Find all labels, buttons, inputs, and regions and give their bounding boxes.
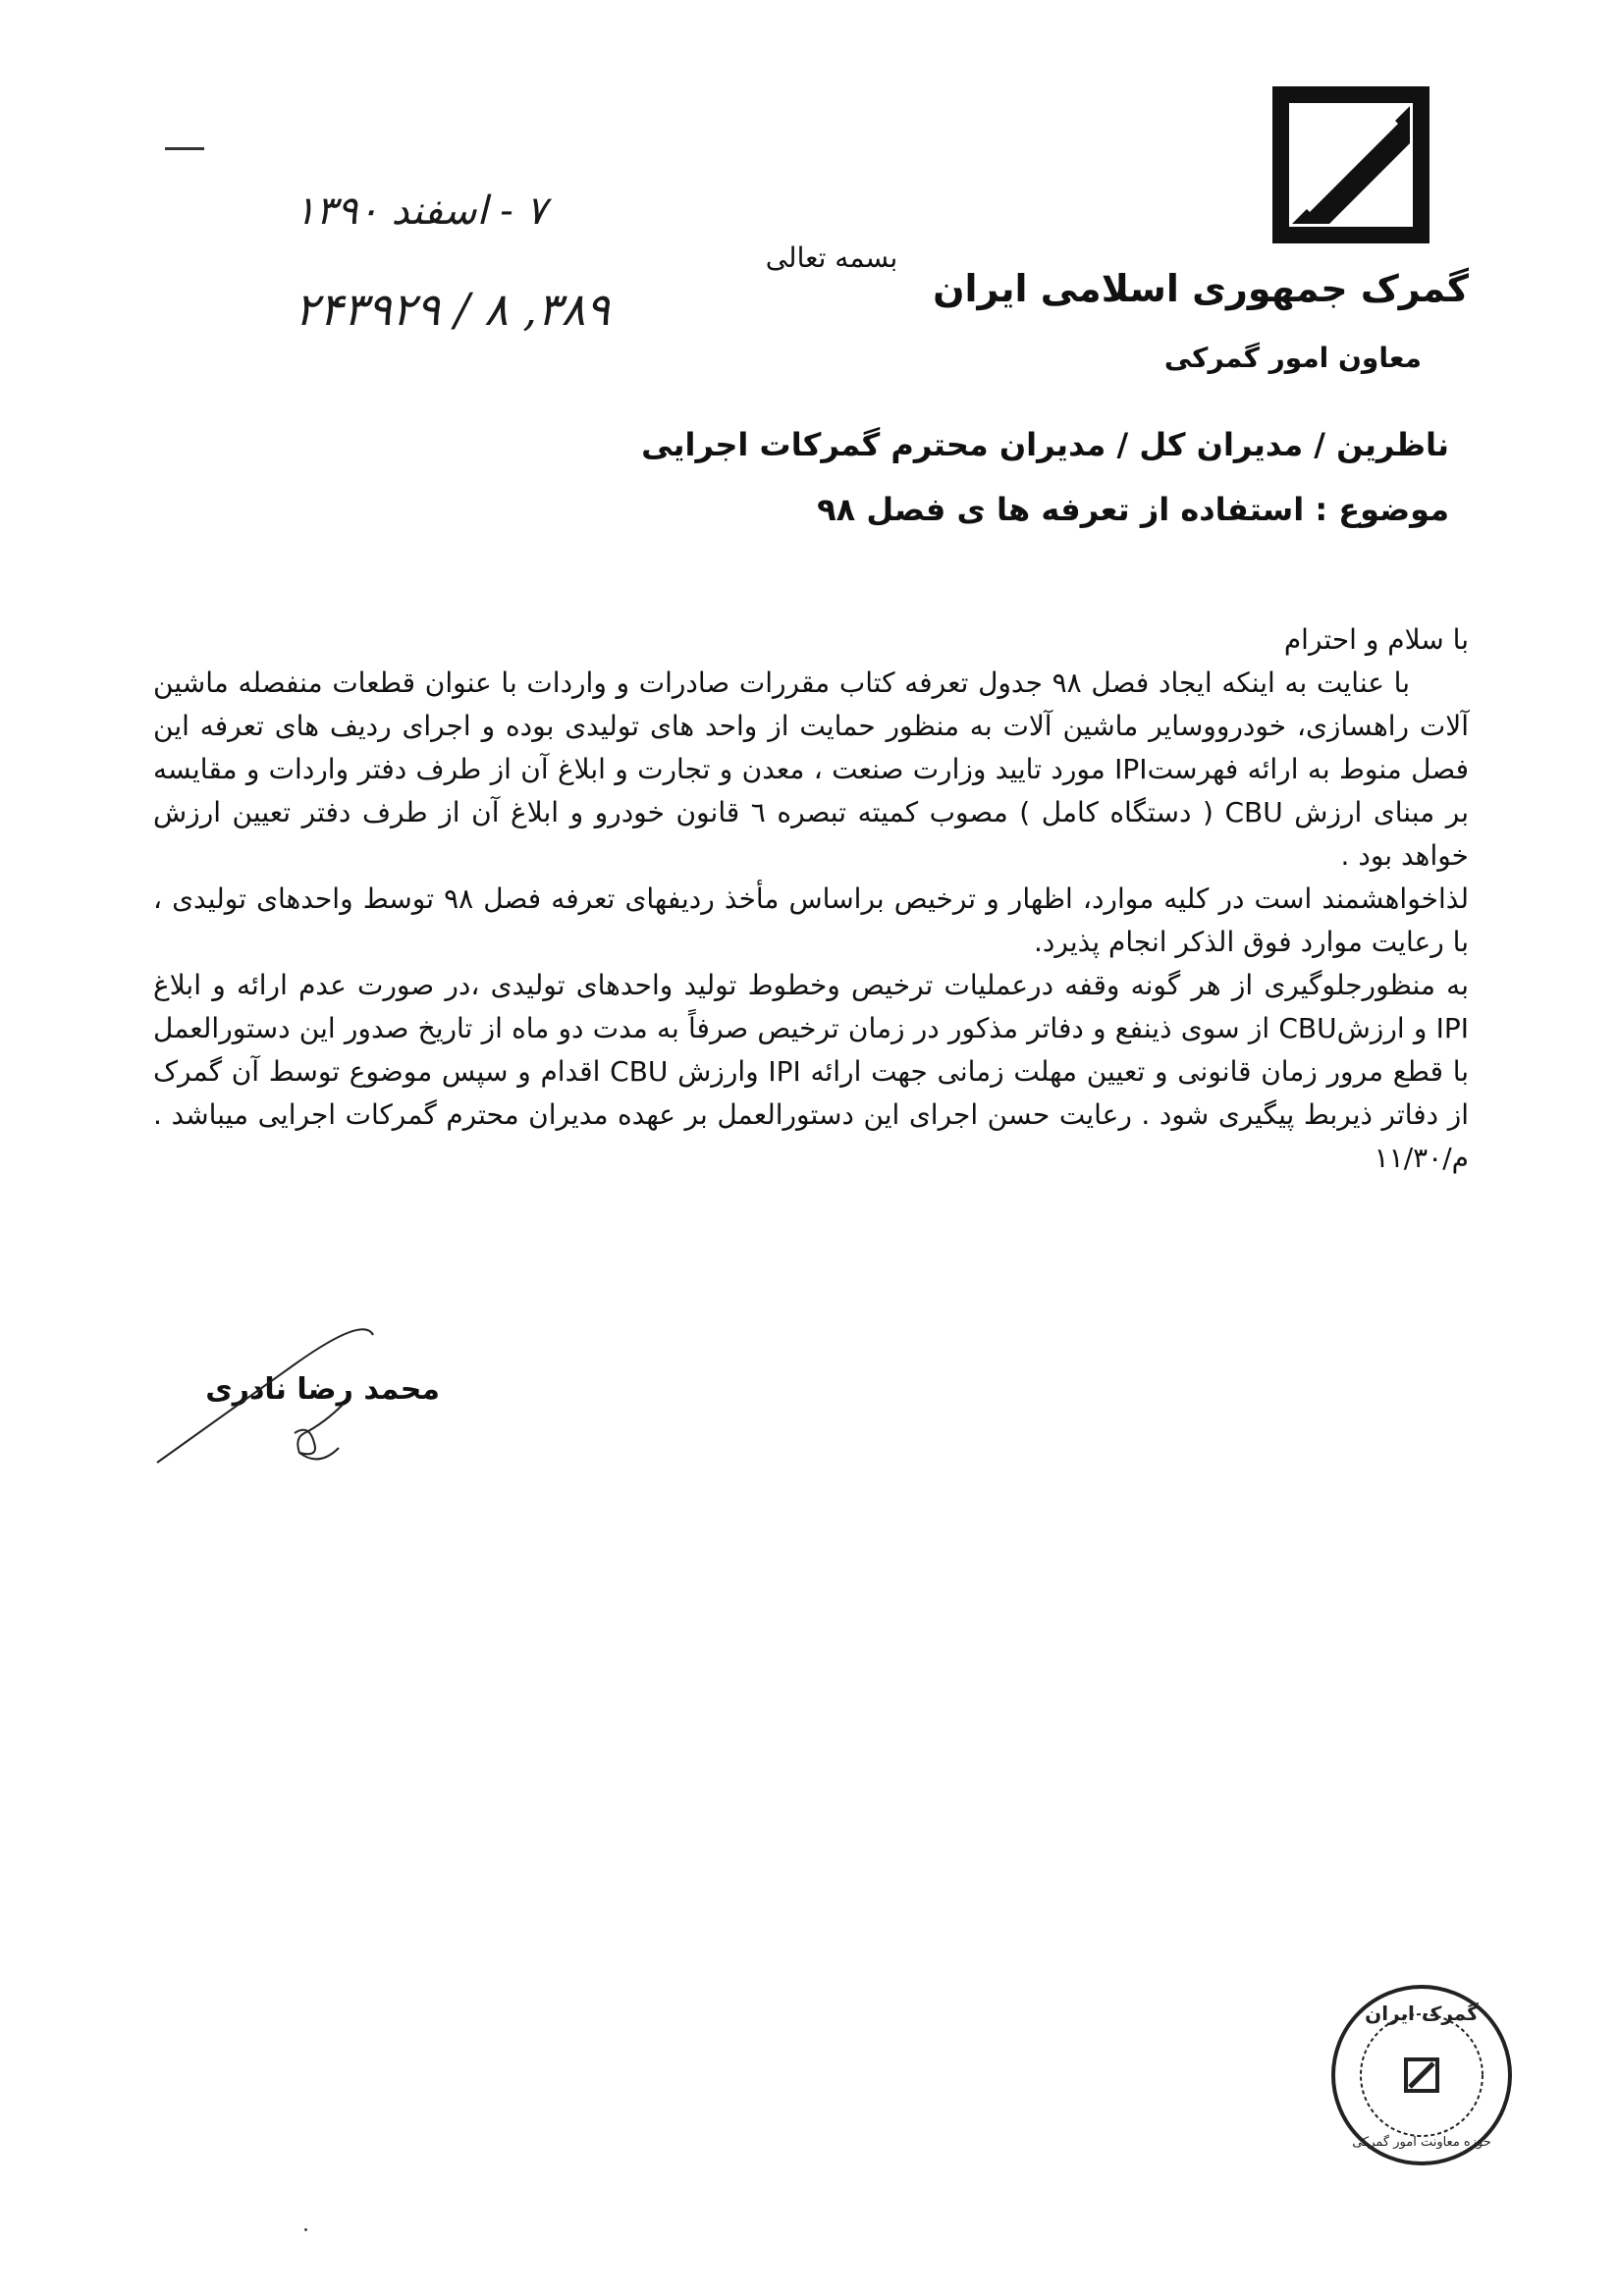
- department-name: معاون امور گمرکی: [1163, 342, 1422, 374]
- body-paragraph: لذاخواهشمند است در کلیه موارد، اظهار و ترخیص براساس مأخذ ردیفهای تعرفه فصل ۹۸ توسط واحدهای تولیدی ، با رعایت موارد فوق الذکر انجام پذیرد.: [153, 882, 1469, 958]
- letter-date: ۷ - اسفند ۱۳۹۰: [295, 188, 548, 234]
- body-paragraph: با عنایت به اینکه ایجاد فصل ۹۸ جدول تعرفه کتاب مقررات صادرات و واردات با عنوان قطعات منفصله ماشین آلات راهسازی، خودرووسایر ماشین آلات به منظور حمایت از واحد های تولیدی بوده و اجرای ردیف های تعرفه این فصل منوط به ارائه فهرستIPI مورد تایید وزارت صنعت ، معدن و تجارت و ابلاغ آن از طرف دفتر واردات و مقایسه بر مبنای ارزش CBU ( دستگاه کامل ) مصوب کمیته تبصره ٦ قانون خودرو و ابلاغ آن از طرف دفتر تعیین ارزش خواهد بود .: [153, 667, 1469, 872]
- addressee: ناظرین / مدیران کل / مدیران محترم گمرکات اجرایی: [641, 426, 1449, 463]
- greeting: با سلام و احترام: [1283, 623, 1469, 656]
- organization-name: گمرک جمهوری اسلامی ایران: [933, 267, 1469, 310]
- scan-speck: [304, 2228, 307, 2231]
- invocation: بسمه تعالی: [765, 241, 898, 274]
- handwritten-signature: [147, 1325, 403, 1482]
- corner-mark: [165, 147, 204, 150]
- letter-number: ۳۸۹, ۸ / ۲۴۳۹۲۹: [295, 283, 611, 336]
- body-paragraph: به منظورجلوگیری از هر گونه وقفه درعملیات ترخیص وخطوط تولید واحدهای تولیدی ،در صورت عدم ارائه و ابلاغ IPI و ارزشCBU از سوی ذینفع و دفاتر مذکور در زمان ترخیص صرفاً به مدت دو ماه از تاریخ صدور این دستورالعمل با قطع مرور زمان قانونی و تعیین مهلت زمانی جهت ارائه IPI وارزش CBU اقدام و سپس موضوع توسط آن گمرک از دفاتر ذیربط پیگیری شود . رعایت حسن اجرای این دستورالعمل بر عهده مدیران محترم گمرکات اجرایی میباشد . م/۱۱/۳۰: [153, 969, 1470, 1174]
- signatory-name: محمد رضا نادری: [205, 1372, 440, 1407]
- customs-logo-icon: [1272, 86, 1429, 243]
- svg-text:گمرک ایران: گمرک ایران: [1365, 2002, 1479, 2025]
- subject-line: موضوع : استفاده از تعرفه ها ی فصل ۹۸: [817, 491, 1449, 528]
- official-stamp: [1327, 1981, 1516, 2169]
- svg-text:حوزه معاونت امور گمرکی: حوزه معاونت امور گمرکی: [1352, 2135, 1491, 2150]
- letter-body: [153, 618, 1469, 1180]
